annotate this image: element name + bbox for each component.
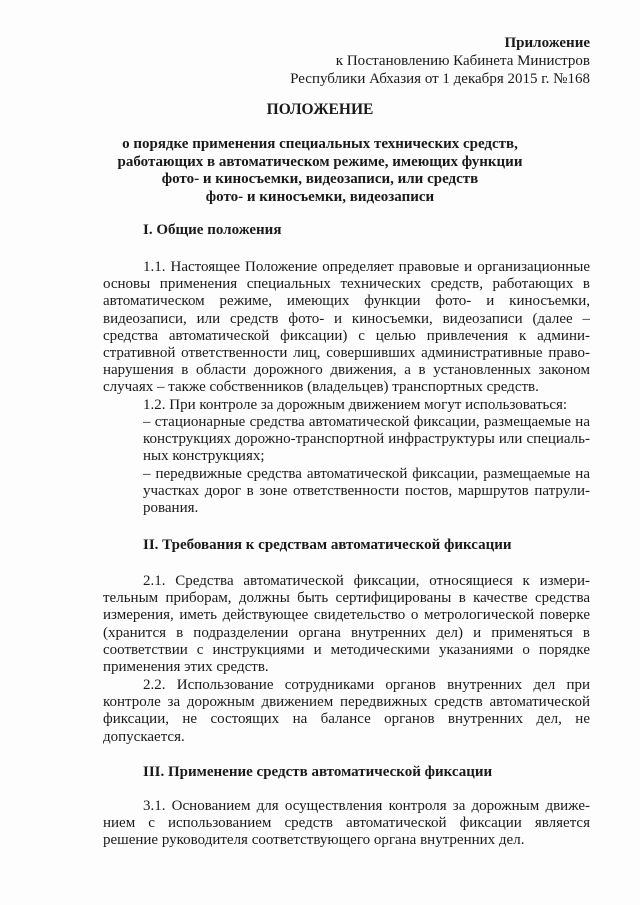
text-line: измерения, иметь действующее свидетельство о метрологической поверке — [103, 607, 590, 624]
subtitle-line: о порядке применения специальных технических средств, — [122, 136, 518, 152]
subtitle-line: работающих в автоматическом режиме, имеющих функции — [117, 153, 523, 170]
subtitle-line: фото- и киносъемки, видеозаписи, или средств — [161, 171, 479, 187]
text-line: решение руководителя соответствующего органа внутренних дел. — [103, 832, 525, 849]
text-line: тельным приборам, должны быть сертифицированы в качестве средства — [103, 590, 590, 607]
text-line: основы применения специальных технических средств, работающих в — [103, 276, 590, 293]
section-heading-1: I. Общие положения — [143, 222, 282, 238]
text-line: нием с использованием средств автоматической фиксации является — [103, 815, 590, 832]
text-line: соответствии с инструкциями и методическими указаниями о порядке — [103, 641, 590, 658]
list-item-stationary — [143, 414, 590, 466]
section-heading-3: III. Применение средств автоматической фиксации — [143, 764, 493, 780]
text-line: 1.2. При контроле за дорожным движением могут использоваться: — [143, 397, 568, 413]
text-line: (хранится в подразделении органа внутренних дел) и применяться в — [103, 624, 590, 641]
paragraph-1-1 — [103, 259, 590, 397]
text-line: допускается. — [103, 728, 185, 745]
text-line: нарушения в области дорожного движения, а в установленных законом — [103, 362, 590, 379]
appendix-header — [290, 34, 590, 88]
text-line: видеозаписи, или средств фото- и киносъемки, видеозаписи (далее – — [103, 310, 590, 327]
text-line: контроле за дорожным движением передвижных средств автоматической — [103, 694, 590, 711]
text-line: рования. — [143, 500, 199, 517]
list-item-mobile — [143, 466, 590, 518]
text-line: – стационарные средства автоматической фиксации, размещаемые на — [143, 414, 590, 430]
section-heading-2: II. Требования к средствам автоматической фиксации — [143, 537, 512, 553]
paragraph-3-1 — [103, 798, 590, 850]
text-line: 1.1. Настоящее Положение определяет правовые и организационные — [143, 259, 590, 275]
appendix-label: Приложение — [504, 35, 590, 51]
text-line: 2.1. Средства автоматической фиксации, относящиеся к измери- — [143, 573, 590, 589]
text-line: конструкциях дорожно-транспортной инфраструктуры или специаль- — [143, 431, 590, 448]
paragraph-2-2 — [103, 677, 590, 746]
document-title: ПОЛОЖЕНИЕ — [266, 101, 374, 118]
paragraph-1-2 — [103, 397, 590, 414]
text-line: стративной ответственности лиц, совершивших административные право- — [103, 344, 590, 361]
subtitle-line: фото- и киносъемки, видеозаписи — [205, 188, 435, 205]
text-line: применения этих средств. — [103, 658, 269, 675]
appendix-reference-line: к Постановлению Кабинета Министров — [335, 53, 590, 69]
text-line: случаях – также собственников (владельцев) транспортных средств. — [103, 379, 539, 396]
text-line: – передвижные средства автоматической фиксации, размещаемые на — [143, 466, 590, 482]
text-line: фиксации, не состоящих на балансе органов внутренних дел, не — [103, 711, 590, 728]
appendix-reference-date: Республики Абхазия от 1 декабря 2015 г. №168 — [290, 71, 590, 87]
document-subtitle — [0, 136, 640, 206]
paragraph-2-1 — [103, 573, 590, 676]
text-line: 3.1. Основанием для осуществления контроля за дорожным движе- — [143, 798, 590, 814]
text-line: участках дорог в зоне ответственности постов, маршрутов патрули- — [143, 483, 590, 500]
text-line: средства автоматической фиксации) с целью привлечения к админи- — [103, 327, 590, 344]
text-line: ных конструкциях; — [143, 448, 265, 465]
text-line: 2.2. Использование сотрудниками органов внутренних дел при — [143, 677, 590, 693]
text-line: автоматическом режиме, имеющих функции фото- и киносъемки, — [103, 293, 590, 310]
